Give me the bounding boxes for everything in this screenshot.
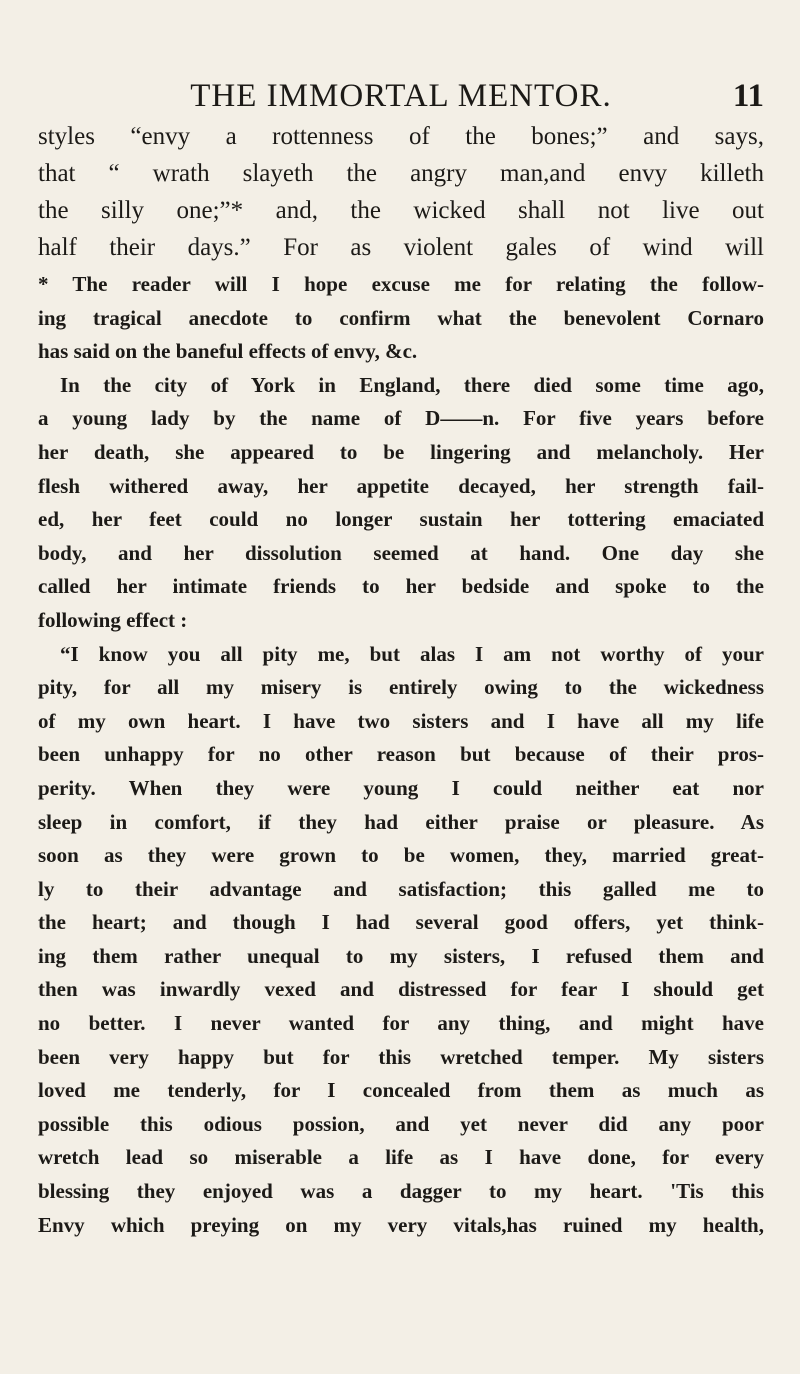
footnote-line: blessing they enjoyed was a dagger to my heart. 'Tis this bbox=[38, 1179, 764, 1204]
footnote-line: soon as they were grown to be women, they, married great- bbox=[38, 843, 764, 868]
page-body bbox=[38, 118, 764, 1242]
footnote-line: perity. When they were young I could neither eat nor bbox=[38, 775, 764, 800]
footnote-line: possible this odious possion, and yet never did any poor bbox=[38, 1111, 764, 1136]
footnote-line: ed, her feet could no longer sustain her tottering emaciated bbox=[38, 507, 764, 532]
footnote-line: been very happy but for this wretched temper. My sisters bbox=[38, 1044, 764, 1069]
footnote-line: ing them rather unequal to my sisters, I refused them and bbox=[38, 943, 764, 968]
footnote-line: body, and her dissolution seemed at hand. One day she bbox=[38, 540, 764, 565]
footnote-line: wretch lead so miserable a life as I have done, for every bbox=[38, 1145, 764, 1170]
footnote-line: called her intimate friends to her bedside and spoke to the bbox=[38, 574, 764, 599]
footnote bbox=[38, 268, 764, 1242]
main-text-line: half their days.” For as violent gales of wind will bbox=[38, 234, 764, 261]
footnote-line: been unhappy for no other reason but because of their pros- bbox=[38, 742, 764, 767]
running-title: THE IMMORTAL MENTOR. bbox=[190, 78, 612, 114]
footnote-line: “I know you all pity me, but alas I am not worthy of your bbox=[60, 641, 764, 666]
footnote-line: * The reader will I hope excuse me for relating the follow- bbox=[38, 272, 764, 296]
page-number: 11 bbox=[732, 78, 764, 114]
footnote-line: In the city of York in England, there died some time ago, bbox=[60, 372, 764, 397]
main-text-line: styles “envy a rottenness of the bones;” and says, bbox=[38, 123, 764, 150]
footnote-line: a young lady by the name of D——n. For five years before bbox=[38, 406, 764, 431]
page-header bbox=[38, 74, 764, 118]
footnote-line: following effect : bbox=[38, 607, 188, 632]
footnote-line: pity, for all my misery is entirely owing to the wickedness bbox=[38, 675, 764, 700]
footnote-line: ing tragical anecdote to confirm what the benevolent Cornaro bbox=[38, 305, 764, 330]
footnote-line: then was inwardly vexed and distressed for fear I should get bbox=[38, 977, 764, 1002]
footnote-line: flesh withered away, her appetite decayed, her strength fail- bbox=[38, 473, 764, 498]
footnote-line: no better. I never wanted for any thing, and might have bbox=[38, 1011, 764, 1036]
footnote-line: has said on the baneful effects of envy, &c. bbox=[38, 339, 418, 364]
main-text-line: the silly one;”* and, the wicked shall not live out bbox=[38, 197, 764, 224]
footnote-line: Envy which preying on my very vitals,has ruined my health, bbox=[38, 1212, 764, 1237]
footnote-line: ly to their advantage and satisfaction; this galled me to bbox=[38, 876, 764, 901]
main-text-line: that “ wrath slayeth the angry man,and envy killeth bbox=[38, 160, 764, 187]
footnote-line: the heart; and though I had several good offers, yet think- bbox=[38, 910, 764, 935]
footnote-line: her death, she appeared to be lingering and melancholy. Her bbox=[38, 439, 764, 464]
footnote-line: loved me tenderly, for I concealed from them as much as bbox=[38, 1078, 764, 1103]
main-text bbox=[38, 118, 764, 266]
footnote-line: of my own heart. I have two sisters and I have all my life bbox=[38, 708, 764, 733]
footnote-line: sleep in comfort, if they had either praise or pleasure. As bbox=[38, 809, 764, 834]
